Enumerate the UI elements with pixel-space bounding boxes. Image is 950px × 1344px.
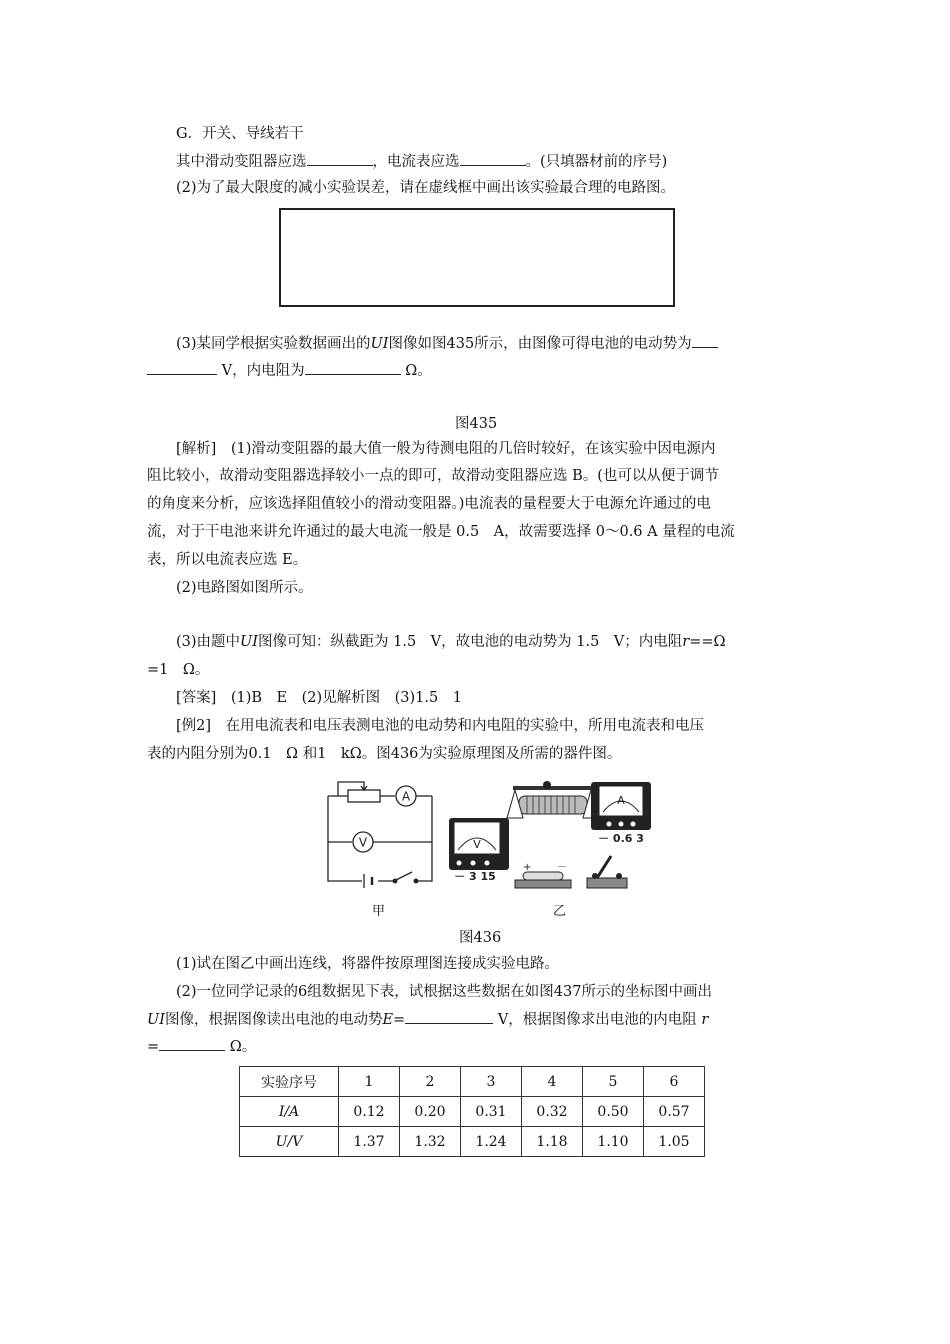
analysis-line-2: 阻比较小，故滑动变阻器选择较小一点的即可，故滑动变阻器应选 B。(也可以从便于调节 [147, 468, 719, 484]
table-cell: 0.31 [461, 1097, 522, 1127]
q3-ohm-end: Ω。 [405, 363, 432, 379]
battery-device [515, 872, 571, 888]
rheostat-device [507, 781, 599, 818]
q2-eq: = [393, 1012, 406, 1028]
table-header-cell: 6 [644, 1067, 705, 1097]
table-cell: 1.10 [583, 1127, 644, 1157]
a7-end: ==Ω [689, 634, 726, 650]
a7-mid: 图像可知：纵截距为 1.5 V，故电池的电动势为 1.5 V；内电阻 [258, 634, 683, 650]
question-line-2c [147, 1036, 256, 1057]
analysis-line-6: (2)电路图如图所示。 [176, 580, 313, 596]
example2-line-1: [例2] 在用电流表和电压表测电池的电动势和内电阻的实验中，所用电流表和电压 [176, 718, 705, 734]
circuit-drawing-box[interactable] [279, 208, 675, 307]
table-row [240, 1127, 705, 1157]
q2-r: r [701, 1012, 709, 1028]
analysis-line-1: [解析] (1)滑动变阻器的最大值一般为待测电阻的几倍时较好，在该实验中因电源内 [176, 441, 716, 457]
question-3-line1 [176, 333, 718, 354]
question-3-line2 [147, 360, 432, 381]
q3-prefix: (3)某同学根据实验数据画出的 [176, 336, 371, 352]
q1-mid: ，电流表应选 [372, 154, 460, 170]
analysis-line-4: 流，对于干电池来讲允许通过的最大电流一般是 0.5 A，故需要选择 0～0.6 A 量程的电流 [147, 524, 735, 540]
table-cell: 0.12 [339, 1097, 400, 1127]
q1-prefix: 其中滑动变阻器应选 [176, 154, 307, 170]
table-cell: 0.32 [522, 1097, 583, 1127]
question-1-line [176, 151, 667, 172]
a7-r: r [682, 634, 690, 650]
option-g: G．开关、导线若干 [176, 126, 304, 142]
q2-e: E [382, 1012, 394, 1028]
q2-ui: UI [147, 1012, 165, 1028]
figure-436-schematic [320, 776, 440, 896]
ammeter-device-letter: A [617, 794, 625, 807]
answer-blank-ammeter[interactable] [460, 151, 526, 166]
ammeter-scale: － 0.6 3 [598, 832, 644, 845]
switch-device [587, 856, 627, 888]
battery-minus: － [557, 862, 567, 873]
table-cell: I/A [240, 1097, 339, 1127]
analysis-line-8: =1 Ω。 [147, 662, 210, 678]
table-header-cell: 4 [522, 1067, 583, 1097]
table-cell: 0.50 [583, 1097, 644, 1127]
answer-blank-rheostat[interactable] [307, 151, 373, 166]
ammeter-letter: A [401, 789, 411, 804]
table-header-cell: 实验序号 [240, 1067, 339, 1097]
figure-436-label-yi: 乙 [553, 904, 567, 919]
voltmeter-scale: － 3 15 [454, 870, 496, 883]
table-header-cell: 1 [339, 1067, 400, 1097]
rheostat-symbol [348, 790, 380, 802]
analysis-line-7 [176, 632, 726, 652]
example2-line-2: 表的内阻分别为0.1 Ω 和1 kΩ。图436为实验原理图及所需的器件图。 [147, 746, 622, 762]
question-line-1: (1)试在图乙中画出连线，将器件按原理图连接成实验电路。 [176, 956, 560, 972]
data-table [239, 1066, 705, 1157]
a7-prefix: (3)由题中 [176, 634, 241, 650]
voltmeter-device-letter: V [473, 838, 481, 851]
voltmeter-letter: V [358, 835, 368, 850]
question-line-2a: (2)一位同学记录的6组数据见下表，试根据这些数据在如图437所示的坐标图中画出 [176, 984, 712, 1000]
answer-blank-emf-part2[interactable] [147, 360, 217, 375]
figure-436-caption: 图436 [459, 930, 502, 946]
battery-plus: + [523, 862, 532, 873]
table-cell: 0.20 [400, 1097, 461, 1127]
q3-mid: 图像如图435所示，由图像可得电池的电动势为 [388, 336, 692, 352]
table-cell: 0.57 [644, 1097, 705, 1127]
a7-ui: UI [240, 634, 258, 650]
analysis-line-3: 的角度来分析，应该选择阻值较小的滑动变阻器。)电流表的量程要大于电源允许通过的电 [147, 496, 711, 512]
q1-suffix: 。(只填器材前的序号) [525, 154, 668, 170]
answer-blank-emf-part1[interactable] [692, 333, 718, 348]
table-header-cell: 5 [583, 1067, 644, 1097]
table-header-cell: 3 [461, 1067, 522, 1097]
q2-after: V，根据图像求出电池的内电阻 [497, 1012, 697, 1028]
table-cell: 1.32 [400, 1127, 461, 1157]
q2-ohm-end: Ω。 [229, 1039, 257, 1055]
answer-blank-resistance[interactable] [305, 360, 401, 375]
answer-blank-internal-resistance[interactable] [159, 1036, 225, 1051]
table-cell: U/V [240, 1127, 339, 1157]
table-header-cell: 2 [400, 1067, 461, 1097]
table-cell: 1.18 [522, 1127, 583, 1157]
figure-436-apparatus [449, 776, 644, 906]
figure-436-label-jia: 甲 [372, 904, 386, 919]
answer-line: [答案] (1)B E (2)见解析图 (3)1.5 1 [176, 690, 462, 706]
table-cell: 1.24 [461, 1127, 522, 1157]
table-row [240, 1097, 705, 1127]
table-header-row [240, 1067, 705, 1097]
question-2-line: (2)为了最大限度的减小实验误差，请在虚线框中画出该实验最合理的电路图。 [176, 180, 676, 196]
q2-eq2: = [147, 1039, 160, 1055]
q3-volt-label: V，内电阻为 [221, 363, 305, 379]
question-line-2b [147, 1009, 708, 1030]
answer-blank-emf[interactable] [405, 1009, 493, 1024]
analysis-line-5: 表，所以电流表应选 E。 [147, 552, 308, 568]
q3-ui: UI [370, 336, 389, 352]
table-cell: 1.37 [339, 1127, 400, 1157]
table-cell: 1.05 [644, 1127, 705, 1157]
q2-mid: 图像，根据图像读出电池的电动势 [164, 1012, 383, 1028]
figure-435-caption: 图435 [455, 416, 498, 432]
